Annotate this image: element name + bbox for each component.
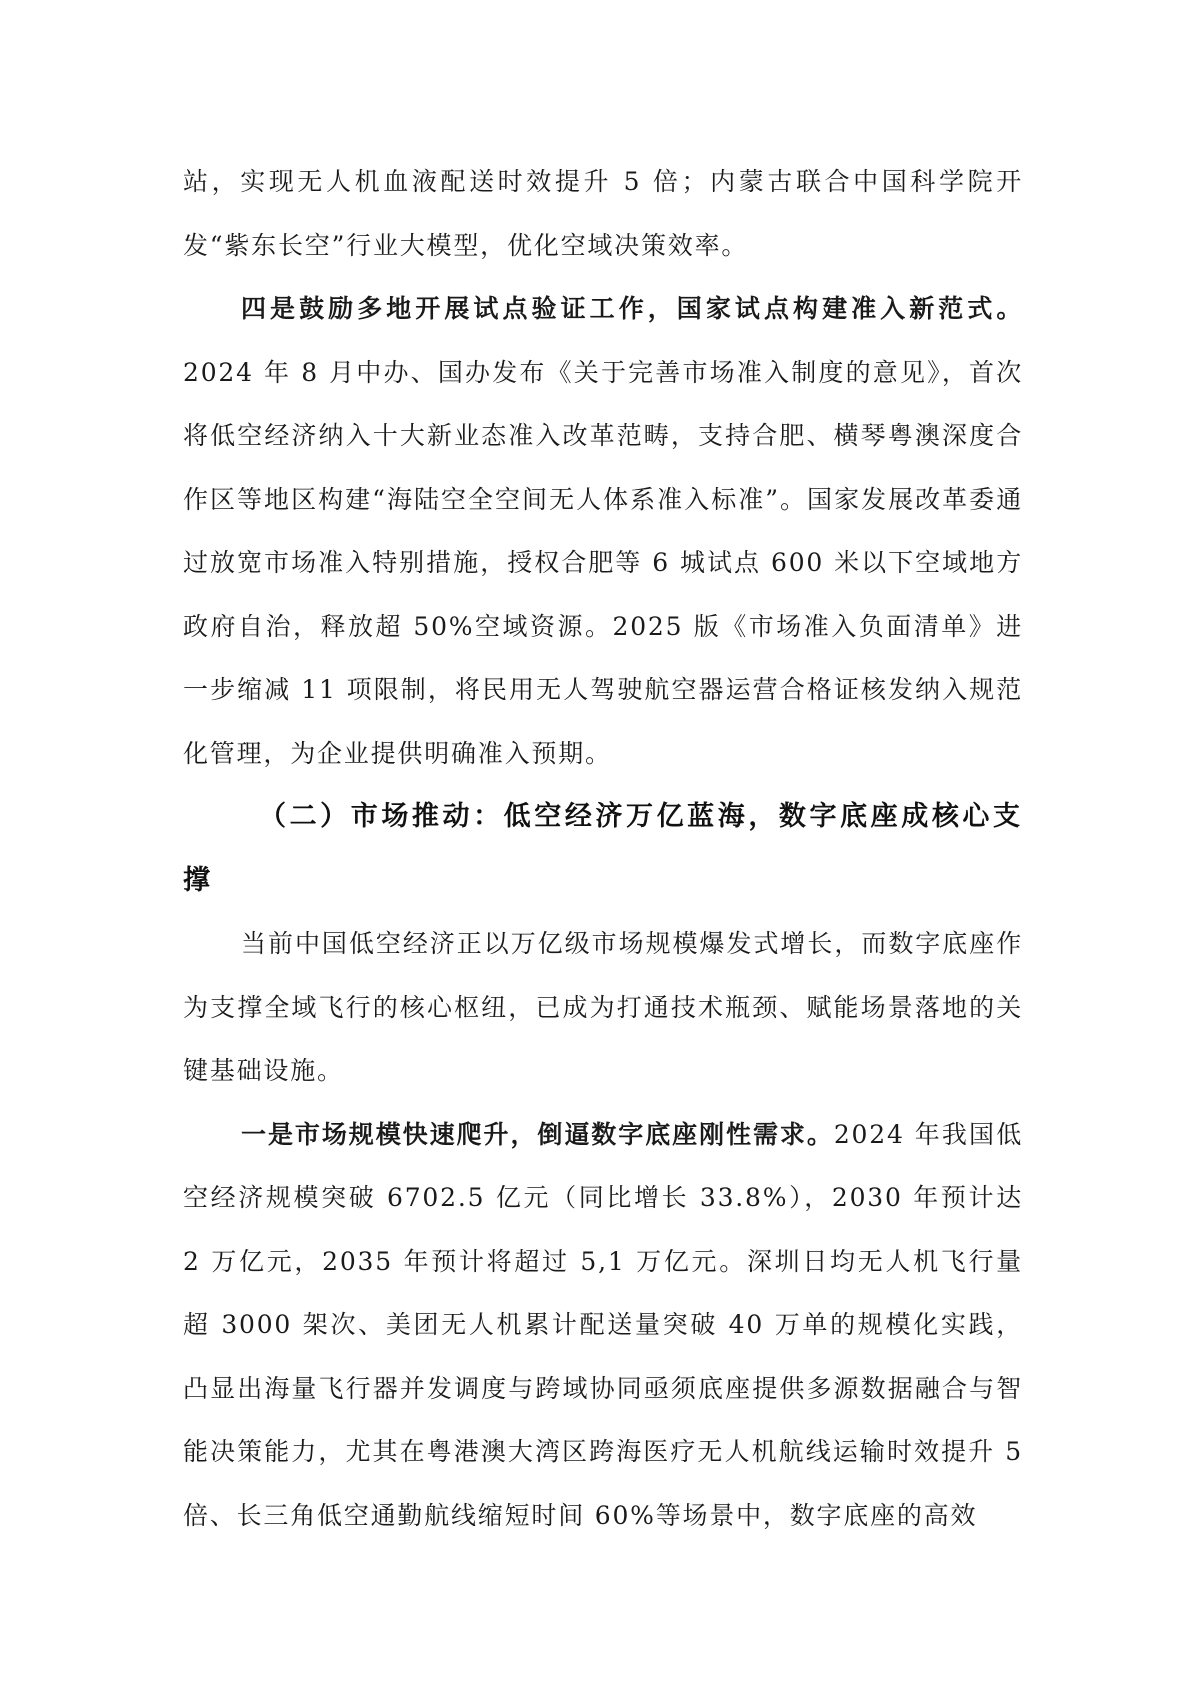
document-body (183, 150, 1023, 1547)
paragraph-blood-delivery (183, 150, 1023, 277)
paragraph-lead-sentence: 四是鼓励多地开展试点验证工作，国家试点构建准入新范式。 (241, 294, 1023, 323)
paragraph-market-overview (183, 912, 1023, 1103)
paragraph-pilot-verification (183, 277, 1023, 785)
paragraph-text: 2024 年我国低空经济规模突破 6702.5 亿元（同比增长 33.8%），2030 年预计达 2 万亿元，2035 年预计将超过 5,1 万亿元。深圳日均无人机飞行量超 3000 架次、美团无人机累计配送量突破 40 万单的规模化实践，凸显出海量飞行器并发调度与跨域协同亟须底座提供多源数据融合与智能决策能力，尤其在粤港澳大湾区跨海医疗无人机航线运输时效提升 5 倍、长三角低空通勤航线缩短时间 60%等场景中，数字底座的高效 (183, 1119, 1024, 1530)
paragraph-market-scale (183, 1103, 1023, 1548)
paragraph-text: 当前中国低空经济正以万亿级市场规模爆发式增长，而数字底座作为支撑全域飞行的核心枢纽，已成为打通技术瓶颈、赋能场景落地的关键基础设施。 (183, 929, 1023, 1085)
paragraph-text: 站，实现无人机血液配送时效提升 5 倍；内蒙古联合中国科学院开发“紫东长空”行业大模型，优化空域决策效率。 (183, 167, 1023, 260)
paragraph-lead-sentence: 一是市场规模快速爬升，倒逼数字底座刚性需求。 (241, 1119, 834, 1149)
section-heading: （二）市场推动：低空经济万亿蓝海，数字底座成核心支撑 (183, 801, 1023, 896)
paragraph-text: 2024 年 8 月中办、国办发布《关于完善市场准入制度的意见》，首次将低空经济纳入十大新业态准入改革范畴，支持合肥、横琴粤澳深度合作区等地区构建“海陆空全空间无人体系准入标准”。国家发展改革委通过放宽市场准入特别措施，授权合肥等 6 城试点 600 米以下空域地方政府自治，释放超 50%空域资源。2025 版《市场准入负面清单》进一步缩减 11 项限制，将民用无人驾驶航空器运营合格证核发纳入规范化管理，为企业提供明确准入预期。 (183, 357, 1023, 768)
